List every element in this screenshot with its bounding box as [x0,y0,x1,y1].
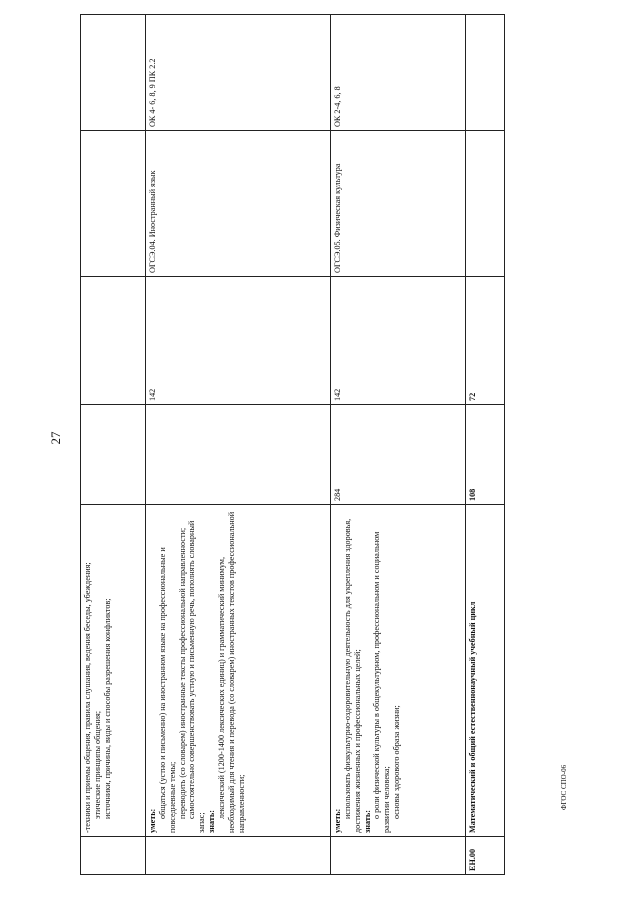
table-row [466,15,505,875]
requirement-heading: знать: [362,810,372,833]
requirement-line: общаться (устно и письменно) на иностранном языке на профессиональные и повседневные темы; [157,547,177,833]
requirement-heading: знать: [207,810,217,833]
table-row [331,15,466,875]
competencies-cell: ОК 4- 6, 8, 9 ПК 2.2 [146,15,331,131]
requirement-line: лексический (1200-1400 лексических единиц) и грамматический минимум, необходимый для чтения и перевода (со словарем) иностранных текстов профессиональной направленности; [216,511,246,833]
requirement-line: основы здорового образа жизни; [392,705,402,819]
discipline-cell: ОГСЭ.04. Иностранный язык [146,131,331,277]
requirement-line: переводить (со словарем) иностранные тексты профессиональной направленности; [177,527,187,819]
requirements-cell [81,505,146,837]
footer-code: ФГОС СПО-06 [560,764,568,810]
requirement-line: -техники и приемы общения, правила слушания, ведения беседы, убеждения; [83,562,92,833]
aud-load-cell [81,277,146,405]
requirement-line: источники, причины, виды и способы разрешения конфликтов; [102,598,112,819]
table-row [146,15,331,875]
aud-load-cell: 142 [331,277,466,405]
requirements-cell [466,505,505,837]
requirement-heading: уметь: [333,808,342,833]
curriculum-table [80,14,505,875]
discipline-cell: ОГСЭ.05. Физическая культура [331,131,466,277]
cycle-code-cell: ЕН.00 [466,837,505,875]
cycle-code-cell [81,837,146,875]
requirement-line: использовать физкультурно-оздоровительную деятельность для укрепления здоровья, достижения жизненных и профессиональных целей; [342,518,362,833]
curriculum-table-wrapper [80,15,490,875]
max-load-cell [81,405,146,505]
max-load-cell [146,405,331,505]
aud-load-cell: 72 [466,277,505,405]
competencies-cell [466,15,505,131]
table-row [81,15,146,875]
competencies-cell [81,15,146,131]
requirement-line: о роли физической культуры в общекультурном, профессиональном и социальном развитии человека; [372,531,392,833]
max-load-cell: 108 [466,405,505,505]
requirement-heading: уметь: [148,808,157,833]
discipline-cell [81,131,146,277]
requirements-cell [331,505,466,837]
cycle-title: Математический и общий естественнонаучный учебный цикл [468,601,477,833]
competencies-cell: ОК 2-4, 6, 8 [331,15,466,131]
cycle-code-cell [331,837,466,875]
max-load-cell: 284 [331,405,466,505]
aud-load-cell: 142 [146,277,331,405]
requirements-cell [146,505,331,837]
page-number: 27 [48,431,63,445]
discipline-cell [466,131,505,277]
requirement-line: самостоятельно совершенствовать устную и письменную речь, пополнять словарный запас; [187,520,207,833]
requirement-line: этические принципы общения; [92,710,102,819]
cycle-code-cell [146,837,331,875]
